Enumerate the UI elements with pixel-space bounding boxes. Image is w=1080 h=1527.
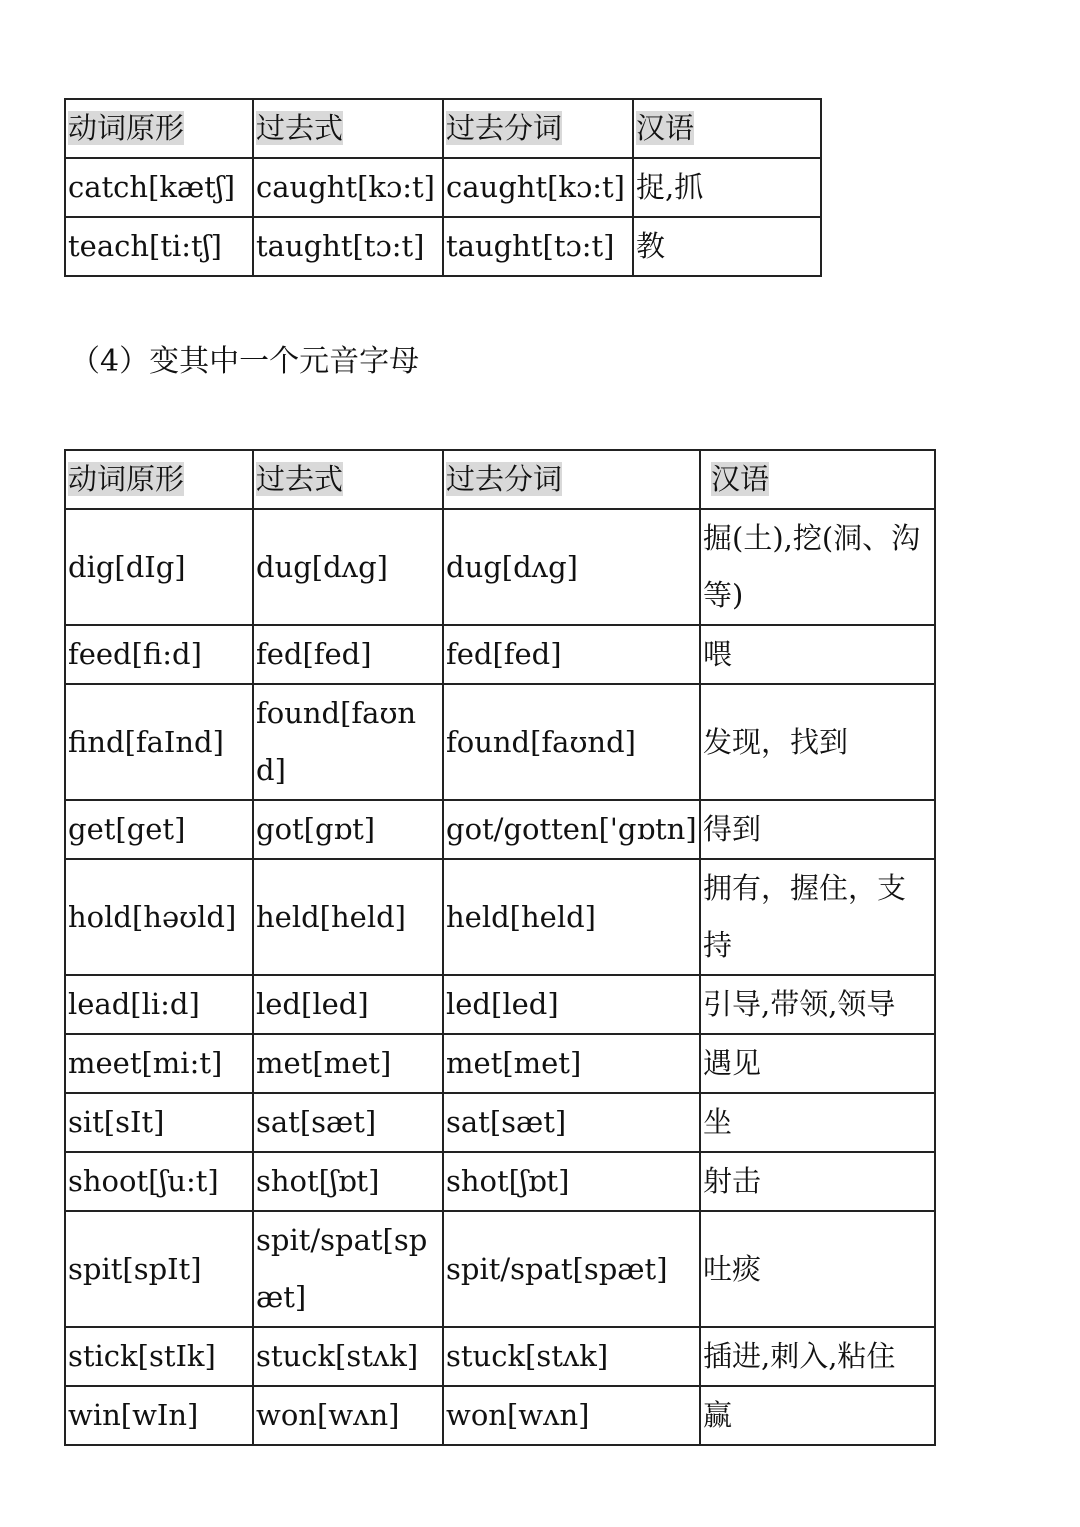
table-row bbox=[65, 1211, 935, 1327]
chinese-meaning-cell: 遇见 bbox=[700, 1034, 935, 1093]
past-participle-cell: dug[dʌg] bbox=[443, 509, 700, 625]
header-cell: 过去分词 bbox=[443, 99, 633, 158]
base-form-cell: sit[sIt] bbox=[65, 1093, 253, 1152]
base-form-cell: teach[ti:tʃ] bbox=[65, 217, 253, 276]
past-tense-cell: sat[sæt] bbox=[253, 1093, 443, 1152]
base-form-cell: find[faInd] bbox=[65, 684, 253, 800]
past-tense-cell: met[met] bbox=[253, 1034, 443, 1093]
table-header-row bbox=[65, 450, 935, 509]
chinese-meaning-cell: 坐 bbox=[700, 1093, 935, 1152]
past-tense-cell: fed[fed] bbox=[253, 625, 443, 684]
header-cell: 动词原形 bbox=[65, 99, 253, 158]
table-row bbox=[65, 1093, 935, 1152]
chinese-meaning-cell: 射击 bbox=[700, 1152, 935, 1211]
chinese-meaning-cell: 赢 bbox=[700, 1386, 935, 1445]
base-form-cell: hold[həʊld] bbox=[65, 859, 253, 975]
base-form-cell: get[get] bbox=[65, 800, 253, 859]
past-participle-cell: won[wʌn] bbox=[443, 1386, 700, 1445]
table-header-row bbox=[65, 99, 821, 158]
past-participle-cell: taught[tɔ:t] bbox=[443, 217, 633, 276]
table-row bbox=[65, 217, 821, 276]
section-heading: （4）变其中一个元音字母 bbox=[70, 344, 420, 379]
chinese-meaning-cell: 喂 bbox=[700, 625, 935, 684]
base-form-cell: win[wIn] bbox=[65, 1386, 253, 1445]
past-tense-cell: dug[dʌg] bbox=[253, 509, 443, 625]
past-participle-cell: shot[ʃɒt] bbox=[443, 1152, 700, 1211]
past-participle-cell: got/gotten['gɒtn] bbox=[443, 800, 700, 859]
header-cell: 过去分词 bbox=[443, 450, 700, 509]
header-cell: 动词原形 bbox=[65, 450, 253, 509]
past-tense-cell: held[held] bbox=[253, 859, 443, 975]
base-form-cell: spit[spIt] bbox=[65, 1211, 253, 1327]
table-row bbox=[65, 625, 935, 684]
base-form-cell: lead[li:d] bbox=[65, 975, 253, 1034]
past-tense-cell: led[led] bbox=[253, 975, 443, 1034]
chinese-meaning-cell: 插进,刺入,粘住 bbox=[700, 1327, 935, 1386]
chinese-meaning-cell: 发现，找到 bbox=[700, 684, 935, 800]
past-participle-cell: met[met] bbox=[443, 1034, 700, 1093]
past-participle-cell: held[held] bbox=[443, 859, 700, 975]
header-cell: 过去式 bbox=[253, 450, 443, 509]
base-form-cell: stick[stIk] bbox=[65, 1327, 253, 1386]
table-row bbox=[65, 975, 935, 1034]
chinese-meaning-cell: 教 bbox=[633, 217, 821, 276]
header-cell: 汉语 bbox=[633, 99, 821, 158]
base-form-cell: catch[kætʃ] bbox=[65, 158, 253, 217]
verb-table-1 bbox=[64, 98, 822, 277]
past-participle-cell: sat[sæt] bbox=[443, 1093, 700, 1152]
past-participle-cell: led[led] bbox=[443, 975, 700, 1034]
base-form-cell: feed[fi:d] bbox=[65, 625, 253, 684]
chinese-meaning-cell: 吐痰 bbox=[700, 1211, 935, 1327]
chinese-meaning-cell: 拥有，握住，支持 bbox=[700, 859, 935, 975]
base-form-cell: meet[mi:t] bbox=[65, 1034, 253, 1093]
table-row bbox=[65, 1386, 935, 1445]
chinese-meaning-cell: 掘(土),挖(洞、沟等) bbox=[700, 509, 935, 625]
base-form-cell: dig[dIg] bbox=[65, 509, 253, 625]
past-participle-cell: caught[kɔ:t] bbox=[443, 158, 633, 217]
chinese-meaning-cell: 得到 bbox=[700, 800, 935, 859]
past-tense-cell: spit/spat[spæt] bbox=[253, 1211, 443, 1327]
table-row bbox=[65, 1327, 935, 1386]
past-participle-cell: fed[fed] bbox=[443, 625, 700, 684]
past-tense-cell: found[faʊnd] bbox=[253, 684, 443, 800]
past-tense-cell: stuck[stʌk] bbox=[253, 1327, 443, 1386]
past-tense-cell: shot[ʃɒt] bbox=[253, 1152, 443, 1211]
header-cell: 过去式 bbox=[253, 99, 443, 158]
table-row bbox=[65, 1152, 935, 1211]
past-participle-cell: found[faʊnd] bbox=[443, 684, 700, 800]
past-tense-cell: won[wʌn] bbox=[253, 1386, 443, 1445]
past-tense-cell: got[gɒt] bbox=[253, 800, 443, 859]
past-tense-cell: caught[kɔ:t] bbox=[253, 158, 443, 217]
table-row bbox=[65, 509, 935, 625]
past-tense-cell: taught[tɔ:t] bbox=[253, 217, 443, 276]
chinese-meaning-cell: 引导,带领,领导 bbox=[700, 975, 935, 1034]
table-row bbox=[65, 859, 935, 975]
past-participle-cell: stuck[stʌk] bbox=[443, 1327, 700, 1386]
base-form-cell: shoot[ʃu:t] bbox=[65, 1152, 253, 1211]
table-row bbox=[65, 158, 821, 217]
chinese-meaning-cell: 捉,抓 bbox=[633, 158, 821, 217]
table-row bbox=[65, 800, 935, 859]
past-participle-cell: spit/spat[spæt] bbox=[443, 1211, 700, 1327]
verb-table-2 bbox=[64, 449, 936, 1446]
table-row bbox=[65, 684, 935, 800]
table-row bbox=[65, 1034, 935, 1093]
header-cell: 汉语 bbox=[700, 450, 935, 509]
